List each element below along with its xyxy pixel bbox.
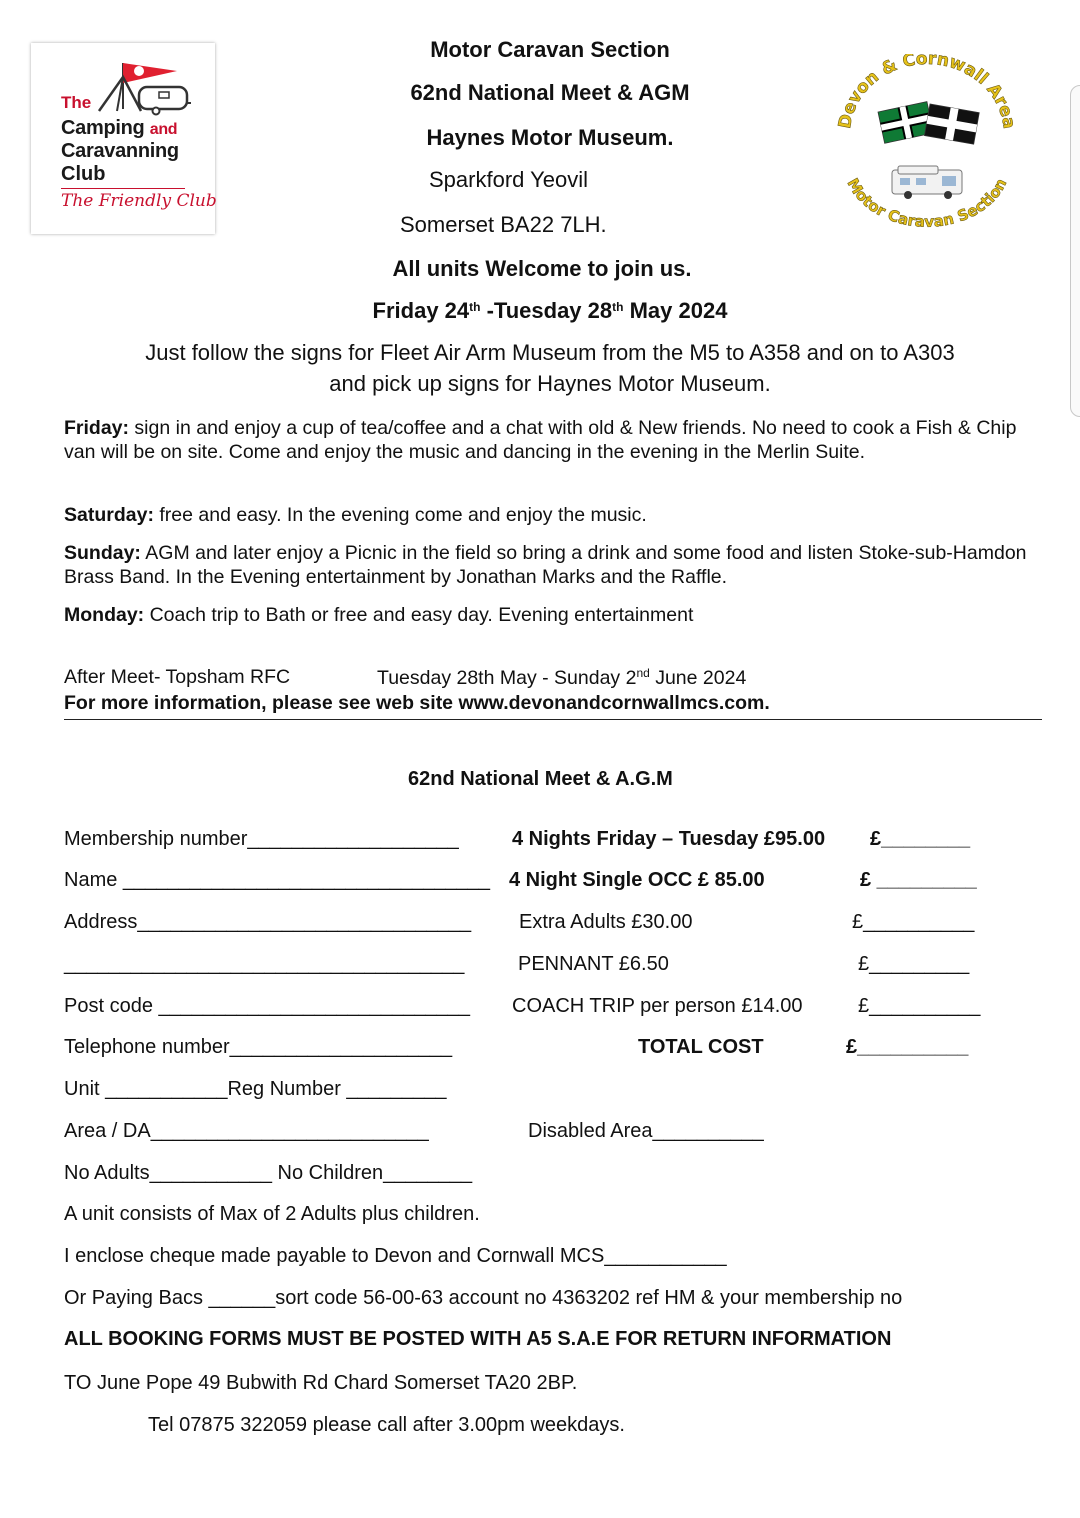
logo-top-arc-text: Devon & Cornwall Area (835, 54, 1019, 131)
contact-phone: Tel 07875 322059 please call after 3.00pm weekdays. (148, 1414, 625, 1436)
meet-title: 62nd National Meet & AGM (410, 80, 690, 105)
adults-children-field[interactable]: No Adults___________ No Children________ (64, 1162, 473, 1184)
logo-camping: Camping (61, 117, 145, 139)
schedule-monday (64, 603, 1039, 627)
total-cost-blank[interactable]: £__________ (846, 1036, 969, 1058)
area-da-field[interactable]: Area / DA_________________________ (64, 1120, 429, 1142)
venue-name: Haynes Motor Museum. (426, 125, 674, 150)
day-label: Saturday: (64, 504, 154, 526)
price-extra-adults: Extra Adults £30.00 (519, 911, 693, 933)
post-code-field[interactable]: Post code ____________________________ (64, 995, 470, 1017)
motorhome-icon (892, 166, 962, 199)
name-field[interactable]: Name _________________________________ (64, 869, 490, 891)
date-year: May 2024 (623, 298, 728, 323)
price-pennant: PENNANT £6.50 (518, 953, 669, 975)
disabled-area-field[interactable]: Disabled Area__________ (528, 1120, 764, 1142)
schedule-saturday (64, 503, 1039, 527)
date-end-suffix: th (612, 300, 624, 314)
posting-warning: ALL BOOKING FORMS MUST BE POSTED WITH A5 S.A.E FOR RETURN INFORMATION (64, 1328, 892, 1350)
venue-town: Sparkford Yeovil (429, 167, 588, 192)
schedule-friday (64, 416, 1039, 464)
after-meet-dates-end: June 2024 (649, 667, 747, 689)
price-4-nights-blank[interactable]: £________ (870, 828, 971, 850)
cheque-line[interactable]: I enclose cheque made payable to Devon and Cornwall MCS___________ (64, 1245, 727, 1267)
bacs-line[interactable]: Or Paying Bacs ______sort code 56-00-63 account no 4363202 ref HM & your membership no (64, 1287, 903, 1309)
address-line-2-field[interactable]: ____________________________________ (64, 953, 465, 975)
logo-divider (61, 188, 185, 189)
total-cost-label: TOTAL COST (638, 1036, 764, 1058)
form-title: 62nd National Meet & A.G.M (408, 768, 673, 790)
price-4-nights: 4 Nights Friday – Tuesday £95.00 (512, 828, 826, 850)
website-info: For more information, please see web site www.devonandcornwallmcs.com. (64, 692, 770, 714)
unit-note: A unit consists of Max of 2 Adults plus children. (64, 1203, 480, 1225)
date-end: -Tuesday 28 (480, 298, 613, 323)
after-meet-label: After Meet- Topsham RFC (64, 666, 291, 688)
price-pennant-blank[interactable]: £_________ (858, 953, 970, 975)
logo-caravanning: Caravanning (61, 140, 179, 162)
telephone-field[interactable]: Telephone number____________________ (64, 1036, 453, 1058)
price-coach-trip: COACH TRIP per person £14.00 (512, 995, 803, 1017)
address-field[interactable]: Address______________________________ (64, 911, 472, 933)
price-extra-adults-blank[interactable]: £__________ (852, 911, 975, 933)
schedule-sunday (64, 541, 1039, 589)
day-label: Sunday: (64, 542, 141, 564)
day-label: Monday: (64, 604, 145, 626)
unit-reg-field[interactable]: Unit ___________Reg Number _________ (64, 1078, 447, 1100)
price-single-occ-blank[interactable]: £ _________ (860, 869, 977, 891)
welcome-line: All units Welcome to join us. (392, 256, 692, 281)
directions-line-2: and pick up signs for Haynes Motor Museum. (329, 371, 771, 396)
day-text: AGM and later enjoy a Picnic in the field so bring a drink and some food and listen Stoke-sub-Hamdon Brass Band. In the Evening entertainment by Jonathan Marks and the Raffle. (64, 542, 1027, 588)
price-coach-trip-blank[interactable]: £__________ (858, 995, 981, 1017)
day-text: free and easy. In the evening come and enjoy the music. (153, 504, 647, 526)
date-start-suffix: th (469, 300, 481, 314)
day-text: Coach trip to Bath or free and easy day. Evening entertainment (144, 604, 694, 626)
logo-bottom-arc-text: Motor Caravan Section (843, 175, 1011, 230)
postal-address: TO June Pope 49 Bubwith Rd Chard Somerset TA20 2BP. (64, 1372, 578, 1394)
membership-number-field[interactable]: Membership number___________________ (64, 828, 459, 850)
logo-and: and (149, 121, 178, 138)
section-title: Motor Caravan Section (430, 37, 670, 62)
price-single-occ: 4 Night Single OCC £ 85.00 (509, 869, 765, 891)
venue-postcode: Somerset BA22 7LH. (400, 212, 607, 237)
logo-the: The (61, 93, 92, 112)
meet-dates (0, 298, 1080, 324)
after-meet-dates-start: Tuesday 28th May - Sunday 2 (377, 667, 637, 689)
directions-line-1: Just follow the signs for Fleet Air Arm Museum from the M5 to A358 and on to A303 (145, 340, 955, 365)
day-text: sign in and enjoy a cup of tea/coffee and a chat with old & New friends. No need to cook a Fish & Chip van will be on site. Come and enjoy the music and dancing in the evening in the Merlin Suite. (64, 417, 1017, 463)
after-meet-dates-suffix: nd (636, 666, 650, 680)
date-start: Friday 24 (372, 298, 470, 323)
after-meet-dates (377, 666, 746, 690)
logo-club: Club (61, 163, 106, 185)
logo-tagline: The Friendly Club (61, 191, 217, 211)
day-label: Friday: (64, 417, 130, 439)
divider (64, 719, 1042, 720)
